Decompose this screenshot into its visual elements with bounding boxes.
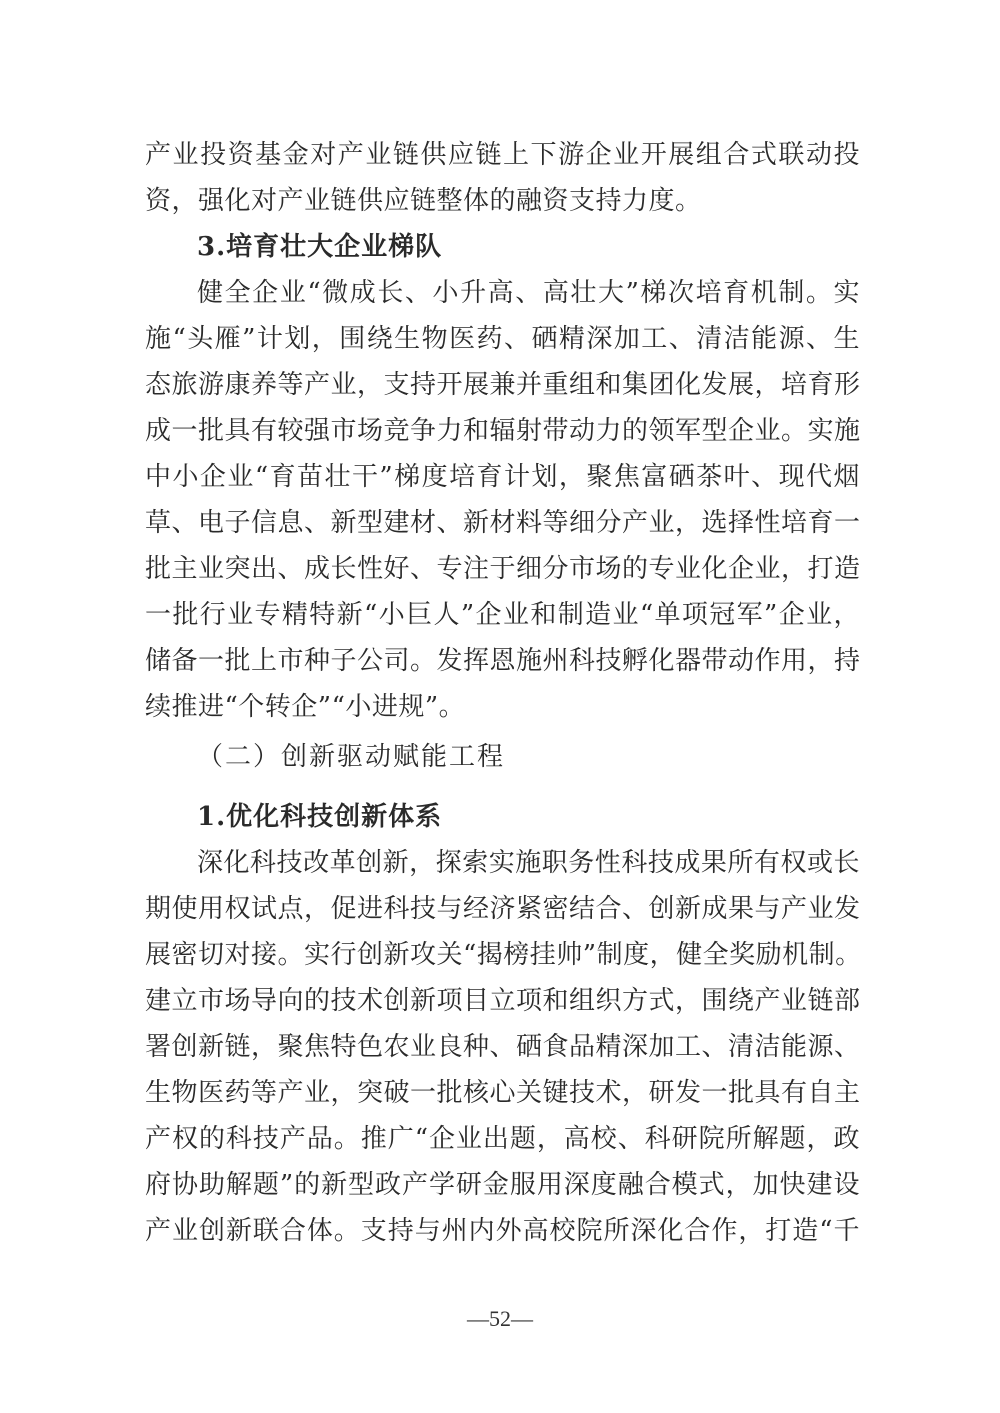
body-text-line: 健全企业“微成长、小升高、高壮大”梯次培育机制。实 <box>197 278 860 308</box>
section-heading: （二）创新驱动赋能工程 <box>197 742 506 772</box>
body-text-line: 产业投资基金对产业链供应链上下游企业开展组合式联动投 <box>145 140 860 170</box>
body-text-line: 储备一批上市种子公司。发挥恩施州科技孵化器带动作用，持 <box>145 646 861 676</box>
body-text-line: 展密切对接。实行创新攻关“揭榜挂帅”制度，健全奖励机制。 <box>145 940 862 970</box>
body-text-line: 成一批具有较强市场竞争力和辐射带动力的领军型企业。实施 <box>145 416 861 446</box>
body-text-line: 建立市场导向的技术创新项目立项和组织方式，围绕产业链部 <box>145 986 861 1016</box>
body-text-line: 态旅游康养等产业，支持开展兼并重组和集团化发展，培育形 <box>145 370 861 400</box>
body-text-line: 深化科技改革创新，探索实施职务性科技成果所有权或长 <box>197 848 860 878</box>
body-text-line: 生物医药等产业，突破一批核心关键技术，研发一批具有自主 <box>145 1078 861 1108</box>
body-text-line: 署创新链，聚焦特色农业良种、硒食品精深加工、清洁能源、 <box>145 1032 861 1062</box>
body-text-line: 一批行业专精特新“小巨人”企业和制造业“单项冠军”企业， <box>145 600 860 630</box>
body-text-line: 期使用权试点，促进科技与经济紧密结合、创新成果与产业发 <box>145 894 861 924</box>
page-number: —52— <box>467 1306 533 1331</box>
body-text-line: 资，强化对产业链供应链整体的融资支持力度。 <box>145 186 702 216</box>
body-text-line: 施“头雁”计划，围绕生物医药、硒精深加工、清洁能源、生 <box>145 324 860 354</box>
body-text-line: 批主业突出、成长性好、专注于细分市场的专业化企业，打造 <box>145 554 861 584</box>
body-text-line: 产业创新联合体。支持与州内外高校院所深化合作，打造“千 <box>145 1216 860 1246</box>
subsection-heading: 1.优化科技创新体系 <box>197 802 443 832</box>
body-text-line: 草、电子信息、新型建材、新材料等细分产业，选择性培育一 <box>145 508 861 538</box>
body-text-line: 产权的科技产品。推广“企业出题，高校、科研院所解题，政 <box>145 1124 860 1154</box>
subsection-heading: 3.培育壮大企业梯队 <box>197 232 443 262</box>
body-text-line: 府协助解题”的新型政产学研金服用深度融合模式，加快建设 <box>145 1170 860 1200</box>
body-text-line: 中小企业“育苗壮干”梯度培育计划，聚焦富硒茶叶、现代烟 <box>145 462 860 492</box>
body-text-line: 续推进“个转企”“小进规”。 <box>145 692 466 722</box>
